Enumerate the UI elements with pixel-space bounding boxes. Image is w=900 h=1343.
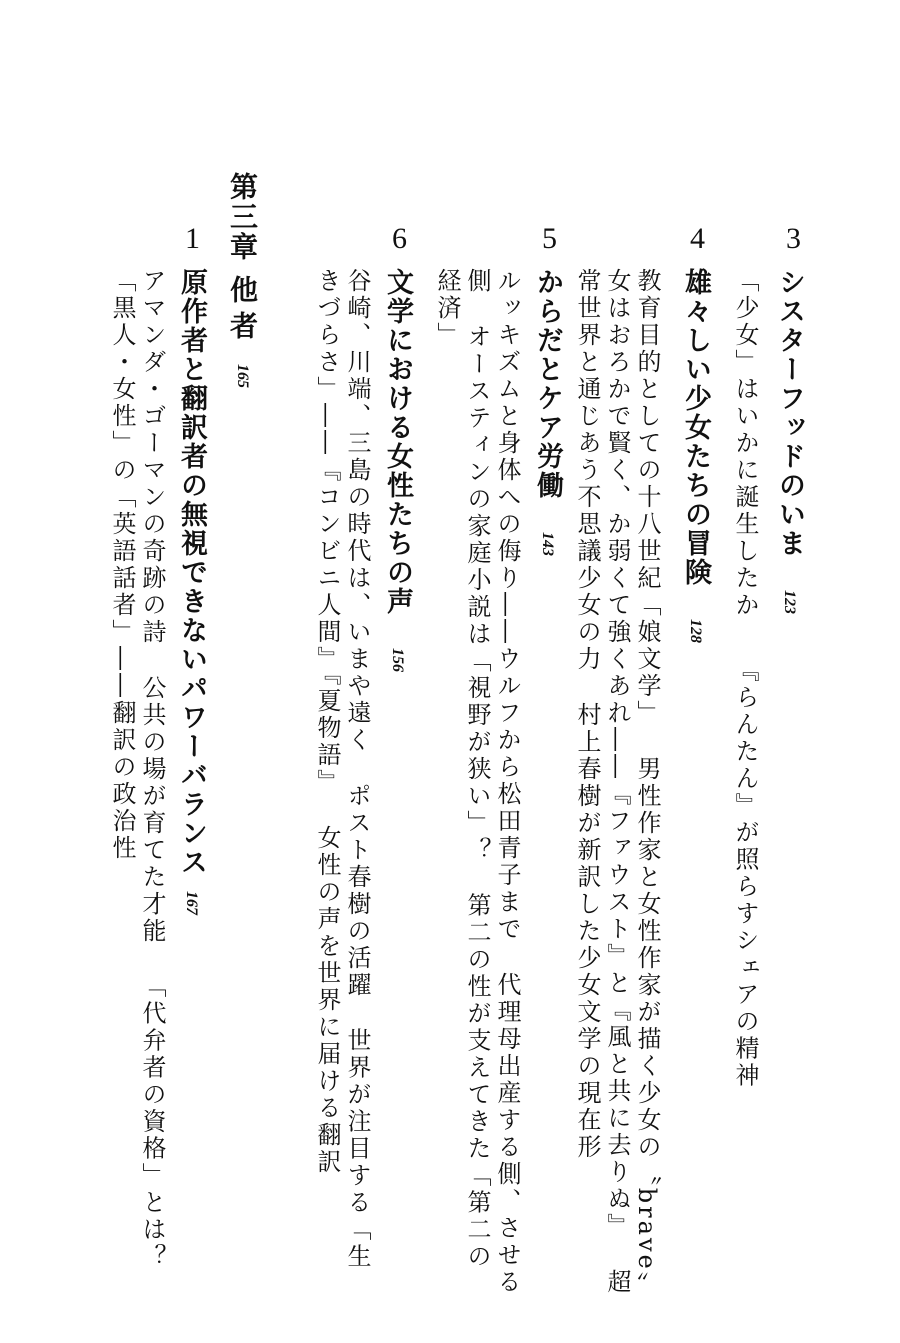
toc-entry: アマンダ・ゴーマンの奇跡の詩 <box>138 268 166 646</box>
toc-entry: きづらさ」――『コンビニ人間』『夏物語』 <box>313 268 341 796</box>
toc-entry: 女はおろかで賢く、か弱くて強くあれ――『ファウスト』と『風と共に去りぬ』 <box>603 268 631 1240</box>
section-title <box>682 268 709 643</box>
toc-line <box>605 268 629 1296</box>
chapter-label: 第三章 <box>226 172 259 262</box>
toc-entry: オースティンの家庭小説は「視野が狭い」？ <box>463 323 491 864</box>
section-title <box>534 268 561 556</box>
toc-entry: ルッキズムと身体への侮り――ウルフから松田青子まで <box>493 268 521 943</box>
section-number: 4 <box>690 222 705 255</box>
chapter-title-text: 他者 <box>226 275 259 347</box>
toc-line <box>345 268 369 1271</box>
section-number: 6 <box>392 222 407 255</box>
toc-entry: 経済」 <box>433 268 461 349</box>
toc-line <box>495 268 519 1296</box>
section-number: 3 <box>786 222 801 255</box>
section-title-text: シスターフッドのいま <box>774 268 805 558</box>
toc-entry: 女性の声を世界に届ける翻訳 <box>313 824 341 1176</box>
toc-entry: 男性作家と女性作家が描く少女の〝brave〟 <box>633 755 661 1299</box>
page-number: 167 <box>183 890 200 915</box>
section-number: 1 <box>185 222 200 255</box>
toc-line <box>315 268 339 1176</box>
page-number: 123 <box>781 590 798 615</box>
page-number: 156 <box>389 648 406 673</box>
toc-line <box>110 268 134 862</box>
toc-line <box>465 268 489 1271</box>
toc-entry: ポスト春樹の活躍 <box>343 782 371 999</box>
toc-entry: 村上春樹が新訳した少女文学の現在形 <box>573 701 601 1161</box>
section-title-text: 文学における女性たちの声 <box>382 268 413 616</box>
toc-entry: 「少女」はいかに誕生したか <box>731 268 759 619</box>
toc-line <box>635 268 659 1299</box>
toc-entry: 第二の性が支えてきた「第二の <box>463 892 491 1271</box>
toc-entry: 「黒人・女性」の「英語話者」――翻訳の政治性 <box>108 268 136 862</box>
toc-entry: 教育目的としての十八世紀「娘文学」 <box>633 268 661 727</box>
toc-entry: 世界が注目する「生 <box>343 1027 371 1271</box>
chapter-title <box>226 275 259 388</box>
page-number: 128 <box>687 619 704 644</box>
toc-entry: 谷崎、川端、三島の時代は、いまや遠く <box>343 268 371 754</box>
section-title <box>384 268 411 672</box>
toc-entry: 代理母出産する側、させる <box>493 971 521 1296</box>
section-title-text: 原作者と翻訳者の無視できないパワーバランス <box>176 268 207 877</box>
section-title <box>776 268 803 614</box>
toc-line <box>733 268 757 1089</box>
toc-line <box>140 268 164 1271</box>
toc-entry: 「代弁者の資格」とは？ <box>138 973 166 1271</box>
toc-entry: 超 <box>603 1268 631 1296</box>
page-number: 143 <box>539 532 556 557</box>
toc-entry: 常世界と通じあう不思議少女の力 <box>573 268 601 673</box>
section-title-text: 雄々しい少女たちの冒険 <box>680 268 711 587</box>
section-title-text: からだとケア労働 <box>532 268 563 500</box>
section-title <box>178 268 205 915</box>
toc-line <box>575 268 599 1161</box>
toc-entry: 側 <box>463 268 491 295</box>
section-number: 5 <box>542 222 557 255</box>
toc-line <box>435 268 459 349</box>
toc-entry: 公共の場が育てた才能 <box>138 674 166 945</box>
toc-entry: 『らんたん』が照らすシェアの精神 <box>731 657 759 1090</box>
page-number: 165 <box>234 363 251 388</box>
